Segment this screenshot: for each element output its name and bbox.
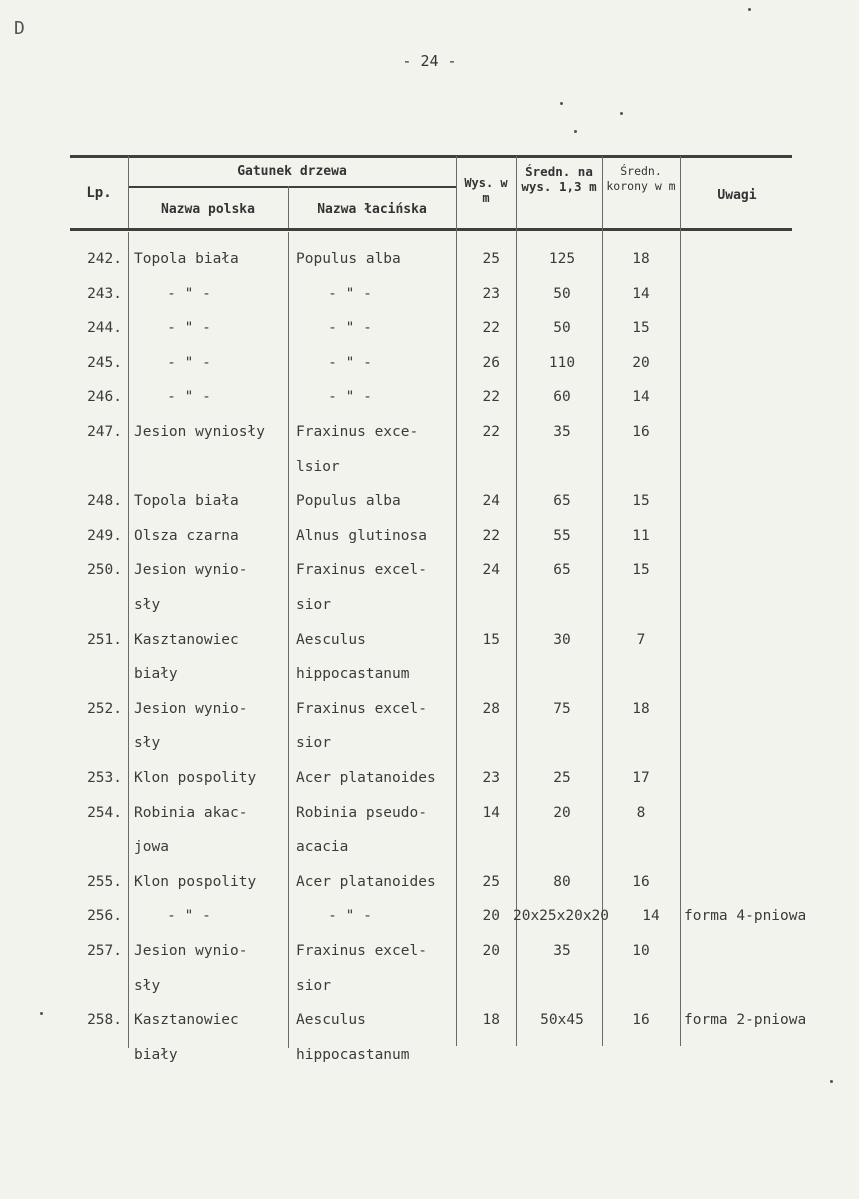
row-nazwa-polska: Kasztanowiec: [134, 1012, 239, 1029]
speckle: [40, 1012, 43, 1015]
row-lp: 245.: [87, 354, 122, 371]
row-nazwa-polska: Jesion wynio-: [134, 700, 248, 717]
row-wys: 25: [482, 251, 500, 267]
header-sredn-wys: Średn. na wys. 1,3 m: [521, 164, 597, 194]
row-nazwa-polska: Jesion wyniosły: [134, 424, 265, 440]
header-bottom-rule: [70, 228, 792, 231]
row-korona: 20: [632, 354, 650, 371]
row-nazwa-polska: Robinia akac-: [134, 804, 248, 821]
row-korona: 16: [632, 424, 650, 440]
row-wys: 23: [482, 770, 500, 786]
header-nazwa-lacinska: Nazwa łacińska: [317, 202, 427, 217]
row-korona: 8: [636, 804, 646, 821]
row-nazwa-lacinska: - " -: [328, 285, 372, 302]
table-top-rule: [70, 155, 792, 158]
row-nazwa-lacinska: Fraxinus exce-: [296, 424, 419, 440]
row-korona: 10: [632, 943, 650, 959]
row-nazwa-lacinska: - " -: [328, 320, 372, 337]
row-sredn: 30: [553, 631, 571, 648]
row-wys: 26: [482, 354, 500, 371]
row-wys: 28: [482, 700, 500, 717]
row-nazwa-polska: Klon pospolity: [134, 770, 257, 786]
row-wys: 14: [482, 804, 500, 821]
row-lp: 255.: [87, 873, 122, 890]
row-nazwa-lacinska: hippocastanum: [296, 1046, 410, 1063]
row-nazwa-polska: biały: [134, 666, 178, 683]
row-nazwa-lacinska: - " -: [328, 908, 372, 925]
row-sredn: 75: [553, 700, 571, 717]
row-sredn: 25: [553, 770, 571, 786]
row-lp: 254.: [87, 804, 122, 821]
row-nazwa-lacinska: Populus alba: [296, 251, 401, 267]
row-lp: 244.: [87, 320, 122, 337]
row-korona: 16: [632, 1012, 650, 1029]
row-sredn: 65: [553, 493, 571, 510]
row-uwagi: forma 4-pniowa: [684, 908, 807, 925]
corner-mark: D: [14, 18, 25, 39]
row-lp: 251.: [87, 631, 122, 648]
row-sredn: 50x45: [540, 1012, 584, 1029]
row-nazwa-lacinska: Fraxinus excel-: [296, 562, 427, 579]
row-lp: 246.: [87, 389, 122, 406]
row-nazwa-polska: jowa: [134, 839, 169, 856]
speckle: [574, 130, 577, 133]
row-sredn: 50: [553, 285, 571, 302]
row-nazwa-lacinska: acacia: [296, 839, 349, 856]
row-nazwa-lacinska: lsior: [296, 458, 340, 475]
col-divider: [680, 156, 681, 1046]
speckle: [748, 8, 751, 11]
row-nazwa-lacinska: Acer platanoides: [296, 770, 436, 786]
row-sredn: 20x25x20x20: [512, 908, 610, 925]
row-korona: 14: [632, 389, 650, 406]
row-nazwa-lacinska: Fraxinus excel-: [296, 700, 427, 717]
row-sredn: 125: [548, 251, 576, 267]
header-gatunek: Gatunek drzewa: [237, 164, 347, 179]
row-uwagi: forma 2-pniowa: [684, 1012, 807, 1029]
speckle: [560, 102, 563, 105]
row-sredn: 110: [548, 354, 576, 371]
row-sredn: 20: [553, 804, 571, 821]
row-nazwa-lacinska: - " -: [328, 389, 372, 406]
row-nazwa-lacinska: Aesculus: [296, 1012, 366, 1029]
header-sredn-korony: Średn. korony w m: [606, 164, 676, 193]
row-nazwa-polska: - " -: [167, 320, 211, 337]
row-nazwa-polska: - " -: [167, 354, 211, 371]
row-wys: 24: [482, 493, 500, 510]
row-lp: 250.: [87, 562, 122, 579]
row-lp: 248.: [87, 493, 122, 510]
row-wys: 25: [482, 873, 500, 890]
row-nazwa-lacinska: Aesculus: [296, 631, 366, 648]
row-nazwa-lacinska: Alnus glutinosa: [296, 527, 427, 544]
row-sredn: 65: [553, 562, 571, 579]
row-wys: 24: [482, 562, 500, 579]
row-nazwa-lacinska: Acer platanoides: [296, 873, 436, 890]
row-wys: 22: [482, 389, 500, 406]
row-nazwa-polska: sły: [134, 977, 161, 994]
row-lp: 256.: [87, 908, 122, 925]
row-nazwa-lacinska: sior: [296, 597, 331, 613]
header-wys: Wys. w m: [464, 176, 508, 205]
row-nazwa-lacinska: Populus alba: [296, 493, 401, 510]
row-nazwa-polska: Klon pospolity: [134, 873, 257, 890]
row-nazwa-lacinska: hippocastanum: [296, 666, 410, 683]
row-korona: 7: [636, 631, 646, 648]
row-nazwa-polska: sły: [134, 735, 161, 752]
row-korona: 14: [642, 908, 660, 925]
row-nazwa-polska: Topola biała: [134, 493, 239, 510]
row-lp: 243.: [87, 285, 122, 302]
row-korona: 14: [632, 285, 650, 302]
row-sredn: 80: [553, 873, 571, 890]
row-lp: 242.: [87, 251, 122, 267]
row-nazwa-polska: Jesion wynio-: [134, 562, 248, 579]
row-nazwa-lacinska: Fraxinus excel-: [296, 943, 427, 959]
header-uwagi: Uwagi: [717, 188, 757, 203]
page-number: - 24 -: [402, 52, 457, 70]
row-nazwa-lacinska: - " -: [328, 354, 372, 371]
row-nazwa-lacinska: Robinia pseudo-: [296, 804, 427, 821]
row-wys: 20: [482, 908, 500, 925]
speckle: [830, 1080, 833, 1083]
row-sredn: 60: [553, 389, 571, 406]
row-korona: 17: [632, 770, 650, 786]
header-sub-rule: [128, 186, 456, 188]
row-korona: 15: [632, 493, 650, 510]
row-korona: 15: [632, 320, 650, 337]
row-korona: 18: [632, 251, 650, 267]
row-wys: 22: [482, 527, 500, 544]
row-nazwa-lacinska: sior: [296, 735, 331, 752]
row-korona: 16: [632, 873, 650, 890]
speckle: [620, 112, 623, 115]
row-wys: 22: [482, 320, 500, 337]
row-nazwa-lacinska: sior: [296, 977, 331, 994]
row-lp: 247.: [87, 424, 122, 440]
row-sredn: 35: [553, 424, 571, 440]
row-wys: 22: [482, 424, 500, 440]
row-nazwa-polska: Olsza czarna: [134, 527, 239, 544]
row-sredn: 50: [553, 320, 571, 337]
header-lp: Lp.: [86, 185, 112, 201]
row-korona: 15: [632, 562, 650, 579]
row-lp: 253.: [87, 770, 122, 786]
row-nazwa-polska: - " -: [167, 389, 211, 406]
row-lp: 257.: [87, 943, 122, 959]
row-nazwa-polska: sły: [134, 597, 161, 613]
row-korona: 18: [632, 700, 650, 717]
row-wys: 23: [482, 285, 500, 302]
row-wys: 20: [482, 943, 500, 959]
row-korona: 11: [632, 527, 650, 544]
row-nazwa-polska: - " -: [167, 285, 211, 302]
row-nazwa-polska: Jesion wynio-: [134, 943, 248, 959]
header-nazwa-polska: Nazwa polska: [161, 202, 255, 217]
row-lp: 252.: [87, 700, 122, 717]
row-nazwa-polska: biały: [134, 1046, 178, 1063]
row-nazwa-polska: Topola biała: [134, 251, 239, 267]
row-lp: 249.: [87, 527, 122, 544]
row-sredn: 55: [553, 527, 571, 544]
row-nazwa-polska: Kasztanowiec: [134, 631, 239, 648]
row-lp: 258.: [87, 1012, 122, 1029]
col-divider: [128, 232, 129, 1048]
row-sredn: 35: [553, 943, 571, 959]
row-nazwa-polska: - " -: [167, 908, 211, 925]
row-wys: 18: [482, 1012, 500, 1029]
row-wys: 15: [482, 631, 500, 648]
